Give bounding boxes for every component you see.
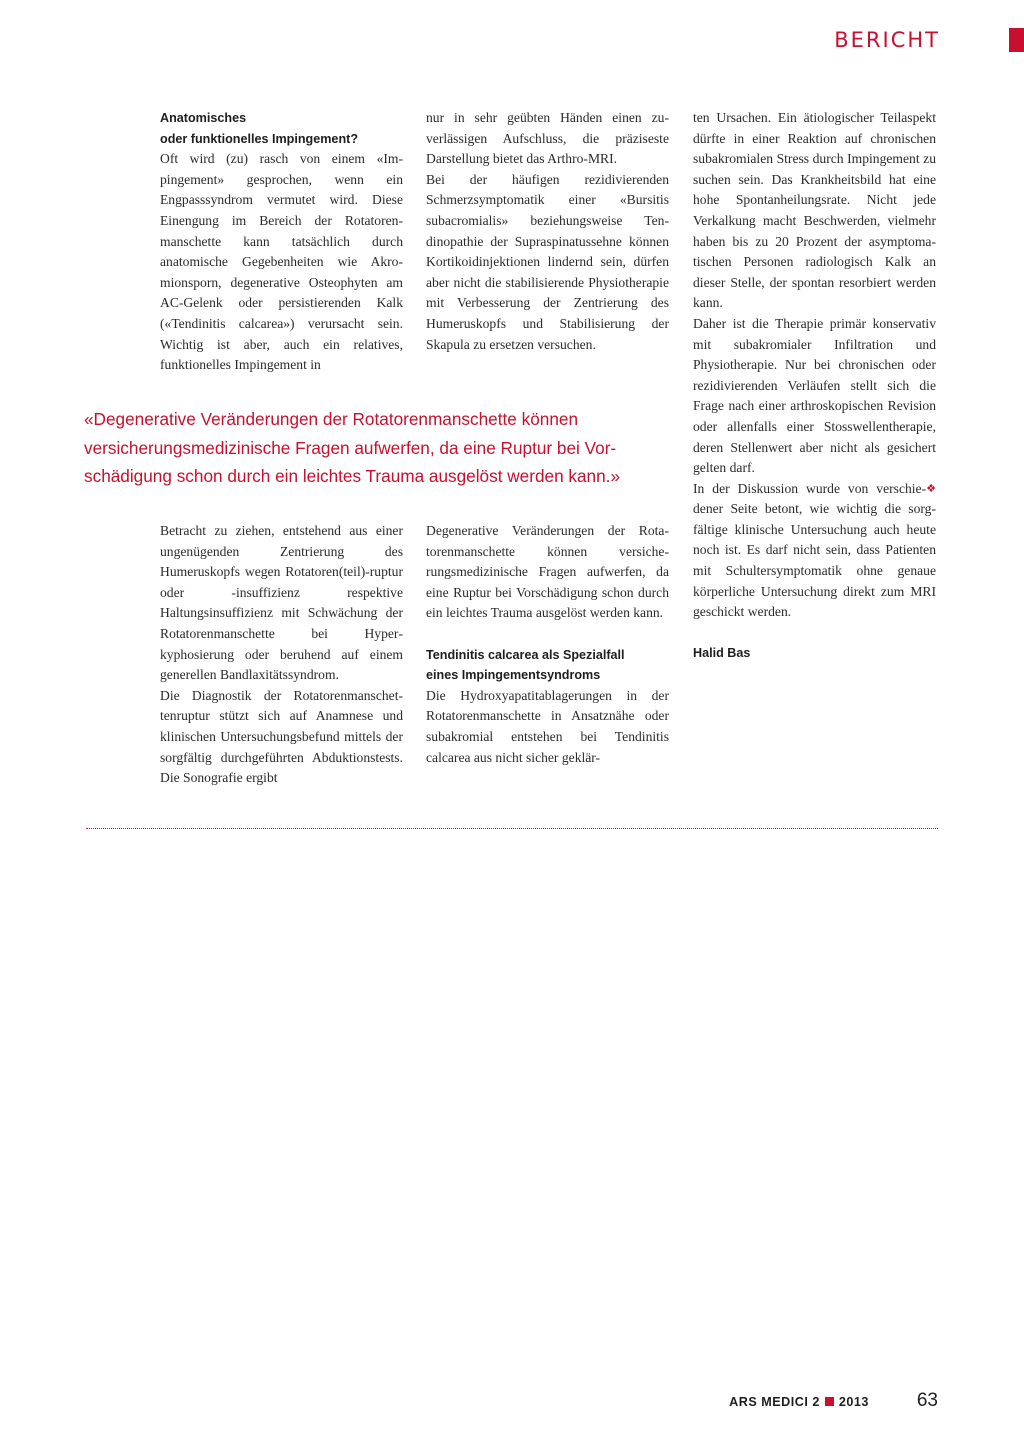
subheading-line: eines Impingementsyndroms — [426, 668, 601, 683]
body-paragraph: Daher ist die Therapie primär konservativ mit subakromialer Infiltration und Physiotherapie. Nur bei chronischen oder rezidivierenden Verläufen stellt sich die Frage nach einer arthroskopischen Revision oder allenfalls einer Stosswellentherapie, deren Stellenwert aber nicht als gesichert gelten darf. — [693, 315, 936, 476]
bottom-column-1 — [160, 521, 403, 789]
top-column-1 — [160, 108, 403, 376]
publication-year: 2013 — [838, 1395, 869, 1409]
top-column-2 — [426, 108, 669, 355]
body-paragraph — [693, 479, 936, 623]
subheading-line: oder funktionelles Impingement? — [160, 131, 359, 146]
publication-name: ARS MEDICI 2 — [729, 1395, 820, 1409]
pull-quote-line: versicherungsmedizinische Fragen aufwerfen, da eine Ruptur bei Vor- — [84, 437, 617, 458]
body-paragraph: nur in sehr geübten Händen einen zuverlässigen Aufschluss, die präziseste Darstellung bietet das Arthro-MRI. — [426, 110, 669, 167]
body-paragraph: Degenerative Veränderungen der Rotatorenmanschette können versicherungsmedizinische Fragen aufwerfen, da eine Ruptur bei Vorschädigung schon durch ein leichtes Trauma ausgelöst werden kann. — [426, 523, 669, 621]
body-paragraph: Die Diagnostik der Rotatorenmanschettenruptur stützt sich auf Anamnese und klinischen Untersuchungsbefund mittels der sorgfältig durchgeführten Abduktionstests. Die Sonografie ergibt — [160, 687, 403, 786]
subheading-line: Tendinitis calcarea als Spezialfall — [426, 647, 625, 662]
page-footer — [729, 1390, 938, 1412]
pull-quote-line: schädigung schon durch ein leichtes Trauma ausgelöst werden kann.» — [84, 466, 621, 487]
pull-quote — [84, 405, 664, 491]
section-marker-block — [1009, 28, 1024, 52]
author-name: Halid Bas — [693, 646, 751, 661]
body-paragraph-text: In der Diskussion wurde von verschiedener Seite betont, wie wichtig die sorgfältige klinische Untersuchung auch heute noch ist. Es darf nicht sein, dass Patienten mit Schultersymptomatik ohne genaue körperliche Untersuchung direkt zum MRI geschickt werden. — [693, 480, 936, 620]
pull-quote-line: «Degenerative Veränderungen der Rotatorenmanschette können — [84, 409, 579, 429]
body-paragraph: Oft wird (zu) rasch von einem «Impingement» gesprochen, wenn ein Engpasssyndrom vermutet wird. Diese Einengung im Bereich der Rotatorenmanschette kann tatsächlich durch anatomische Gegebenheiten wie Akromionsporn, degenerative Osteophyten am AC-Gelenk oder persistierenden Kalk («Tendinitis calcarea») verursacht sein. Wichtig ist aber, auch ein relatives, funktionelles Impingement in — [160, 151, 403, 373]
bottom-column-2 — [426, 521, 669, 768]
dotted-divider — [86, 828, 938, 829]
footer-square-icon — [825, 1397, 834, 1406]
subheading-line: Anatomisches — [160, 111, 247, 125]
section-label: BERICHT — [834, 28, 940, 52]
page-number: 63 — [916, 1390, 938, 1411]
body-paragraph: ten Ursachen. Ein ätiologischer Teilaspekt dürfte in einer Reaktion auf chronischen subakromialen Stress durch Impingement zu suchen sein. Das Krankheitsbild hat eine hohe Spontanheilungsrate. Nicht jede Verkalkung macht Beschwerden, vielmehr haben bis zu 20 Prozent der asymptomatischen Personen radiologisch Kalk an dieser Stelle, der spontan resorbiert werden kann. — [693, 110, 936, 311]
end-mark-icon: ❖ — [926, 482, 936, 495]
right-column — [693, 108, 936, 664]
body-paragraph: Betracht zu ziehen, entstehend aus einer ungenügenden Zentrierung des Humeruskopfs wegen Rotatoren(teil)-ruptur oder -insuffizienz respektive Haltungsinsuffizienz mit Schwächung der Rotatorenmanschette bei Hyperkyphosierung oder beruhend auf einem generellen Bandlaxitätssyndrom. — [160, 523, 403, 683]
body-paragraph: Die Hydroxyapatitablagerungen in der Rotatorenmanschette in Ansatznähe oder subakromial entstehen bei Tendinitis calcarea aus nicht sicher geklär- — [426, 687, 669, 765]
body-paragraph: Bei der häufigen rezidivierenden Schmerzsymptomatik einer «Bursitis subacromialis» beziehungsweise Tendinopathie der Supraspinatussehne können Kortikoidinjektionen lindernd sein, dürfen aber nicht die stabilisierende Physiotherapie mit Verbesserung der Zentrierung des Humeruskopfs und Stabilisierung der Skapula zu ersetzen versuchen. — [426, 171, 669, 352]
